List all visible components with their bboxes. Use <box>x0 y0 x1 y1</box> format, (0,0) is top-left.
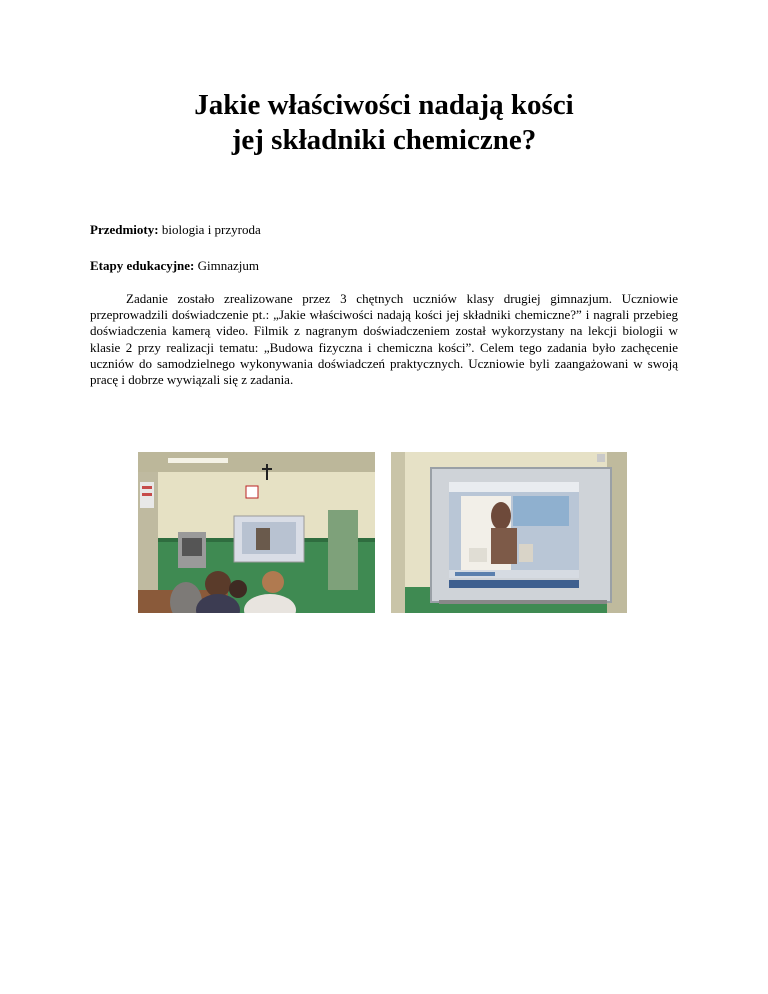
title-line-1: Jakie właściwości nadają kości <box>194 89 574 121</box>
classroom-photo <box>138 452 375 613</box>
subjects-value: biologia i przyroda <box>161 222 261 237</box>
title-line-2: jej składniki chemiczne? <box>231 124 537 156</box>
page-title <box>0 88 768 158</box>
whiteboard-photo <box>391 452 627 613</box>
subjects-label: Przedmioty: <box>90 222 159 237</box>
description-paragraph: Zadanie zostało zrealizowane przez 3 chętnych uczniów klasy drugiej gimnazjum. Uczniowie przeprowadzili doświadczenie pt.: „Jakie właściwości nadają kości jej składniki chemiczne?” i nagrali przebieg doświadczenia kamerą video. Filmik z nagranym doświadczeniem został wykorzystany na lekcji biologii w klasie 2 przy realizacji tematu: „Budowa fizyczna i chemiczna kości”. Celem tego zadania było zachęcenie uczniów do samodzielnego wykonywania doświadczeń praktycznych. Uczniowie byli zaangażowani w swoją pracę i dobrze wywiązali się z zadania. <box>90 291 678 388</box>
stages-value: Gimnazjum <box>197 258 260 273</box>
stages-row <box>90 258 259 274</box>
whiteboard-projection-photo-icon <box>391 452 627 613</box>
stages-label: Etapy edukacyjne: <box>90 258 195 273</box>
classroom-projection-photo-icon <box>138 452 375 613</box>
subjects-row <box>90 222 261 238</box>
